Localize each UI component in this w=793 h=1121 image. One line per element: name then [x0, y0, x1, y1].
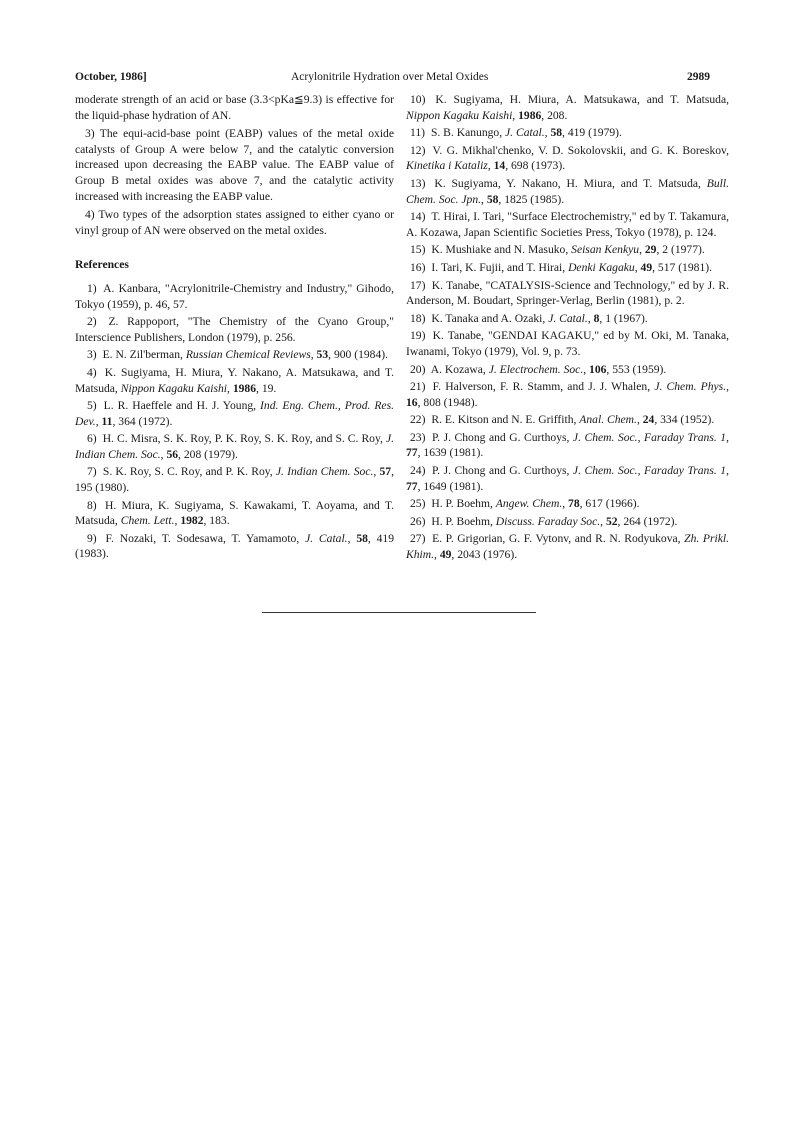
reference-item	[406, 278, 729, 309]
paragraph-text: The equi-acid-base point (EABP) values of the metal oxide catalysts of Group A were below 7, and the catalytic conversion increased upon decreasing the EABP value. The EABP value of Group B metal oxides was above 7, and the catalytic activity increased with increasing the EABP value.	[75, 127, 394, 203]
reference-pages: , 698 (1973).	[505, 159, 566, 173]
reference-authors: S. K. Roy, S. C. Roy, and P. K. Roy,	[102, 465, 276, 479]
reference-item: 3) E. N. Zil'berman, Russian Chemical Reviews, 53, 900 (1984).	[87, 348, 389, 362]
reference-number: 12)	[410, 143, 426, 157]
reference-volume: 14	[493, 159, 506, 173]
reference-journal: J. Catal.	[548, 311, 588, 325]
reference-journal: Denki Kagaku	[568, 260, 635, 274]
reference-volume: 24	[642, 413, 655, 427]
reference-pages: , 900 (1984).	[328, 348, 389, 362]
reference-authors: K. Sugiyama, Y. Nakano, H. Miura, and T. Matsuda,	[434, 176, 707, 190]
reference-journal: Russian Chemical Reviews	[185, 348, 311, 362]
reference-authors: K. Tanabe, "CATALYSIS-Science and Technology," ed by J. R. Anderson, M. Boudart, Springer-Verlag, Berlin (1981), p. 2.	[406, 278, 729, 308]
reference-item: 21) F. Halverson, F. R. Stamm, and J. J. Whalen, J. Chem. Phys., 16, 808 (1948).	[406, 380, 729, 409]
reference-authors: S. B. Kanungo,	[430, 126, 506, 140]
reference-number: 9)	[87, 531, 97, 545]
reference-pages: , 808 (1948).	[417, 395, 478, 409]
reference-authors: H. P. Boehm,	[431, 497, 496, 511]
reference-item: 10) K. Sugiyama, H. Miura, A. Matsukawa, and T. Matsuda, Nippon Kagaku Kaishi, 1986, 208.	[406, 93, 729, 122]
reference-item: 20) A. Kozawa, J. Electrochem. Soc., 106, 553 (1959).	[410, 362, 667, 376]
reference-authors: A. Kanbara, "Acrylonitrile-Chemistry and Industry," Gihodo, Tokyo (1959), p. 46, 57.	[75, 281, 394, 311]
reference-authors: K. Tanabe, "GENDAI KAGAKU," ed by M. Oki, M. Tanaka, Iwanami, Tokyo (1979), Vol. 9, p. 73.	[406, 329, 729, 358]
reference-journal: J. Indian Chem. Soc.	[75, 432, 394, 461]
reference-journal: Kinetika i Kataliz	[406, 159, 488, 173]
reference-number: 11)	[410, 126, 426, 140]
reference-journal: J. Catal.	[505, 126, 545, 140]
reference-pages: , 208.	[541, 108, 568, 122]
reference-pages: , 517 (1981).	[652, 260, 713, 274]
reference-journal: J. Electrochem. Soc.	[488, 362, 584, 376]
reference-journal: Anal. Chem.	[579, 413, 637, 427]
reference-journal: Nippon Kagaku Kaishi	[120, 381, 228, 395]
reference-item: 9) F. Nozaki, T. Sodesawa, T. Yamamoto, J. Catal., 58, 419 (1983).	[75, 531, 395, 561]
reference-volume: 58	[486, 192, 499, 206]
reference-authors: R. E. Kitson and N. E. Griffith,	[431, 413, 580, 427]
reference-number: 22)	[410, 413, 426, 427]
reference-number: 27)	[410, 532, 426, 546]
reference-journal: Bull. Chem. Soc. Jpn.	[406, 176, 729, 206]
reference-number: 14)	[410, 210, 426, 224]
reference-pages: , 183.	[203, 514, 230, 528]
reference-volume: 11	[101, 414, 113, 428]
reference-number: 6)	[87, 432, 97, 446]
reference-authors: K. Mushiake and N. Masuko,	[431, 243, 572, 257]
reference-authors: V. G. Mikhal'chenko, V. D. Sokolovskii, and G. K. Boreskov,	[432, 143, 729, 157]
reference-authors: F. Nozaki, T. Sodesawa, T. Yamamoto,	[105, 531, 306, 545]
reference-number: 19)	[410, 329, 426, 343]
reference-volume: 52	[605, 514, 618, 528]
reference-number: 5)	[87, 399, 97, 413]
reference-authors: A. Kozawa,	[430, 362, 489, 376]
reference-number: 8)	[87, 498, 97, 512]
reference-pages: , 1649 (1981).	[417, 479, 484, 493]
reference-volume: 1986	[232, 381, 257, 395]
reference-authors: P. J. Chong and G. Curthoys,	[432, 464, 573, 478]
reference-pages: , 1639 (1981).	[417, 446, 484, 460]
reference-volume: 77	[406, 479, 418, 493]
reference-journal: Discuss. Faraday Soc.	[495, 514, 601, 528]
reference-journal: J. Catal.	[305, 531, 348, 545]
reference-item: 13) K. Sugiyama, Y. Nakano, H. Miura, and T. Matsuda, Bull. Chem. Soc. Jpn., 58, 1825 (1985).	[406, 176, 729, 206]
reference-journal: Zh. Prikl. Khim.	[406, 532, 729, 562]
body-paragraph	[75, 92, 394, 123]
reference-number: 25)	[410, 497, 426, 511]
reference-pages: , 419 (1983).	[75, 531, 395, 561]
reference-number: 10)	[410, 93, 426, 106]
reference-item: 18) K. Tanaka and A. Ozaki, J. Catal., 8, 1 (1967).	[410, 311, 648, 325]
reference-volume: 16	[406, 395, 418, 409]
reference-number: 1)	[87, 281, 97, 295]
reference-authors: E. N. Zil'berman,	[102, 348, 186, 362]
reference-authors: H. Miura, K. Sugiyama, S. Kawakami, T. Aoyama, and T. Matsuda,	[75, 498, 394, 528]
reference-volume: 56	[166, 447, 179, 461]
reference-number: 24)	[410, 464, 426, 478]
reference-item: 6) H. C. Misra, S. K. Roy, P. K. Roy, S. K. Roy, and S. C. Roy, J. Indian Chem. Soc., 56, 208 (1979).	[75, 432, 394, 461]
reference-volume: 58	[550, 126, 563, 140]
reference-journal: Ind. Eng. Chem., Prod. Res. Dev.	[75, 399, 394, 428]
end-rule	[262, 612, 536, 613]
reference-authors: E. P. Grigorian, G. F. Vytonv, and R. N. Rodyukova,	[432, 532, 685, 546]
reference-authors: L. R. Haeffele and H. J. Young,	[103, 399, 261, 413]
reference-number: 15)	[410, 243, 426, 257]
reference-journal: J. Chem. Phys.	[654, 380, 727, 394]
reference-item: 27) E. P. Grigorian, G. F. Vytonv, and R. N. Rodyukova, Zh. Prikl. Khim., 49, 2043 (1976).	[406, 532, 729, 562]
reference-number: 20)	[410, 362, 426, 376]
reference-item	[406, 209, 729, 240]
reference-item: 8) H. Miura, K. Sugiyama, S. Kawakami, T. Aoyama, and T. Matsuda, Chem. Lett., 1982, 183.	[75, 498, 394, 528]
reference-pages: , 195 (1980).	[75, 465, 394, 495]
reference-pages: , 364 (1972).	[112, 414, 173, 428]
reference-pages: , 208 (1979).	[178, 447, 238, 461]
reference-item: 24) P. J. Chong and G. Curthoys, J. Chem. Soc., Faraday Trans. 1, 77, 1649 (1981).	[406, 464, 729, 493]
reference-item	[406, 328, 729, 359]
reference-pages: , 334 (1952).	[654, 413, 715, 427]
reference-authors: T. Hirai, I. Tari, "Surface Electrochemistry," ed by T. Takamura, A. Kozawa, Japan Scientific Societies Press, Tokyo (1978), p. 124.	[406, 210, 729, 239]
reference-authors: P. J. Chong and G. Curthoys,	[432, 430, 573, 444]
reference-journal: Seisan Kenkyu	[571, 243, 640, 257]
reference-number: 21)	[410, 380, 426, 394]
reference-item: 15) K. Mushiake and N. Masuko, Seisan Kenkyu, 29, 2 (1977).	[410, 243, 705, 257]
reference-list-left	[75, 281, 394, 562]
reference-volume: 106	[589, 362, 607, 376]
reference-number: 17)	[410, 278, 426, 292]
reference-pages: , 553 (1959).	[606, 362, 667, 376]
reference-volume: 49	[640, 260, 653, 274]
paragraph-number: 3)	[85, 127, 95, 141]
reference-item: 11) S. B. Kanungo, J. Catal., 58, 419 (1979).	[410, 126, 622, 140]
reference-pages: , 617 (1966).	[579, 497, 640, 511]
reference-number: 13)	[410, 176, 426, 190]
body-paragraph	[75, 126, 394, 204]
reference-volume: 77	[406, 446, 418, 460]
reference-authors: K. Tanaka and A. Ozaki,	[431, 311, 549, 325]
reference-authors: F. Halverson, F. R. Stamm, and J. J. Whalen,	[432, 380, 655, 394]
references-heading: References	[75, 258, 129, 272]
reference-authors: K. Sugiyama, H. Miura, Y. Nakano, A. Matsukawa, and T. Matsuda,	[75, 365, 394, 395]
reference-volume: 58	[356, 531, 368, 545]
reference-volume: 29	[644, 243, 657, 257]
reference-pages: , 1825 (1985).	[498, 192, 565, 206]
body-text	[75, 92, 394, 238]
reference-pages: , 264 (1972).	[617, 514, 678, 528]
reference-journal: Chem. Lett.	[120, 514, 175, 528]
body-paragraph	[75, 207, 394, 238]
reference-item	[75, 281, 394, 312]
reference-pages: , 1 (1967).	[599, 311, 648, 325]
reference-journal: Angew. Chem.	[495, 497, 563, 511]
reference-volume: 57	[379, 465, 392, 479]
reference-item: 4) K. Sugiyama, H. Miura, Y. Nakano, A. Matsukawa, and T. Matsuda, Nippon Kagaku Kaishi, 1986, 19.	[75, 365, 394, 395]
right-column	[406, 92, 729, 565]
reference-item: 5) L. R. Haeffele and H. J. Young, Ind. Eng. Chem., Prod. Res. Dev., 11, 364 (1972).	[75, 399, 394, 428]
reference-journal: J. Indian Chem. Soc.	[275, 465, 374, 479]
running-header-title: Acrylonitrile Hydration over Metal Oxides	[291, 71, 489, 83]
reference-volume: 53	[316, 348, 329, 362]
reference-number: 3)	[87, 348, 97, 362]
reference-volume: 49	[439, 548, 452, 562]
reference-journal: Nippon Kagaku Kaishi	[406, 108, 513, 122]
page-number: 2989	[687, 71, 710, 83]
reference-item: 23) P. J. Chong and G. Curthoys, J. Chem. Soc., Faraday Trans. 1, 77, 1639 (1981).	[406, 430, 729, 460]
reference-authors: I. Tari, K. Fujii, and T. Hirai,	[431, 260, 569, 274]
reference-number: 7)	[87, 465, 97, 479]
reference-item: 25) H. P. Boehm, Angew. Chem., 78, 617 (1966).	[410, 497, 640, 511]
reference-volume: 1982	[180, 514, 204, 528]
left-column	[75, 92, 394, 564]
reference-number: 26)	[410, 514, 426, 528]
reference-number: 16)	[410, 260, 426, 274]
reference-number: 4)	[87, 365, 97, 379]
reference-number: 18)	[410, 311, 426, 325]
reference-list-right	[406, 92, 729, 563]
reference-volume: 8	[593, 311, 600, 325]
running-header-date: October, 1986]	[75, 71, 147, 83]
reference-item: 22) R. E. Kitson and N. E. Griffith, Anal. Chem., 24, 334 (1952).	[410, 413, 715, 427]
reference-authors: K. Sugiyama, H. Miura, A. Matsukawa, and T. Matsuda,	[435, 93, 729, 106]
reference-volume: 78	[568, 497, 580, 511]
reference-journal: J. Chem. Soc., Faraday Trans. 1	[572, 464, 727, 478]
reference-volume: 1986	[518, 108, 542, 122]
reference-number: 2)	[87, 315, 97, 329]
reference-item	[75, 314, 394, 345]
reference-pages: , 2 (1977).	[656, 243, 705, 257]
reference-authors: H. P. Boehm,	[431, 514, 496, 528]
reference-pages: , 2043 (1976).	[451, 548, 518, 562]
paragraph-number: 4)	[85, 208, 95, 222]
reference-item: 26) H. P. Boehm, Discuss. Faraday Soc., 52, 264 (1972).	[410, 514, 678, 528]
paragraph-text: Two types of the adsorption states assigned to either cyano or vinyl group of AN were observed on the metal oxides.	[75, 208, 394, 237]
reference-item: 16) I. Tari, K. Fujii, and T. Hirai, Denki Kagaku, 49, 517 (1981).	[410, 260, 713, 274]
reference-journal: J. Chem. Soc., Faraday Trans. 1	[572, 430, 727, 444]
reference-item: 12) V. G. Mikhal'chenko, V. D. Sokolovskii, and G. K. Boreskov, Kinetika i Kataliz, 14, 698 (1973).	[406, 143, 729, 173]
reference-pages: , 419 (1979).	[562, 126, 622, 140]
reference-number: 23)	[410, 430, 426, 444]
reference-authors: Z. Rappoport, "The Chemistry of the Cyano Group," Interscience Publishers, London (1979), p. 256.	[75, 315, 394, 344]
reference-pages: , 19.	[256, 381, 277, 395]
reference-authors: H. C. Misra, S. K. Roy, P. K. Roy, S. K. Roy, and S. C. Roy,	[102, 432, 386, 446]
paragraph-text: moderate strength of an acid or base (3.3<pKa≦9.3) is effective for the liquid-phase hydration of AN.	[75, 93, 394, 122]
reference-item: 7) S. K. Roy, S. C. Roy, and P. K. Roy, J. Indian Chem. Soc., 57, 195 (1980).	[75, 465, 394, 495]
